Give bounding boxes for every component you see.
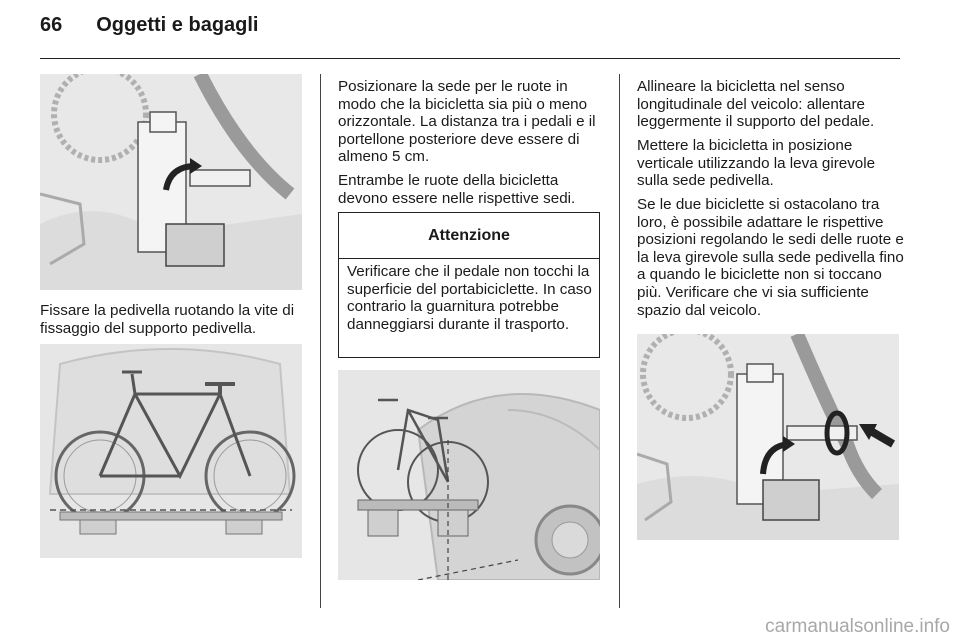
paragraph-adjust-positions: Se le due biciclette si ostacolano tra loro, è possibile adattare le rispettive posizioni regolando le sedi delle ruote e la leva girevole sulla sede pedivella fino a quando le biciclette non si toccano più. Verificare che vi sia sufficiente spazio dal veicolo. <box>637 196 904 319</box>
pedal-fixing-illustration <box>40 74 302 290</box>
bikes-on-car-illustration <box>338 370 600 580</box>
page-header <box>40 14 259 37</box>
paragraph-wheels-in-seats: Entrambe le ruote della bicicletta devono essere nelle rispettive sedi. <box>338 172 576 207</box>
pedal-fixing-caption: Fissare la pedivella ruotando la vite di fissaggio del supporto pedivella. <box>40 302 295 337</box>
bike-on-carrier-illustration <box>40 344 302 558</box>
page-number: 66 <box>40 14 63 36</box>
site-watermark: carmanualsonline.info <box>765 616 950 637</box>
pivot-lever-illustration <box>637 334 899 540</box>
section-title: Oggetti e bagagli <box>96 14 259 36</box>
warning-title: Attenzione <box>339 213 599 259</box>
paragraph-vertical-position: Mettere la bicicletta in posizione verticale utilizzando la leva girevole sulla sede pedivella. <box>637 137 876 190</box>
header-divider <box>40 58 900 59</box>
column-divider-2 <box>619 74 620 608</box>
warning-box <box>338 212 600 358</box>
warning-text: Verificare che il pedale non tocchi la superficie del portabiciclette. In caso contrario la guarnitura potrebbe danneggiarsi durante il trasporto. <box>347 263 592 333</box>
paragraph-align-bike: Allineare la bicicletta nel senso longitudinale del veicolo: allentare leggermente il supporto del pedale. <box>637 78 875 131</box>
paragraph-wheel-seat: Posizionare la sede per le ruote in modo che la bicicletta sia più o meno orizzontale. La distanza tra i pedali e il portellone posteriore deve essere di almeno 5 cm. <box>338 78 596 166</box>
column-divider-1 <box>320 74 321 608</box>
